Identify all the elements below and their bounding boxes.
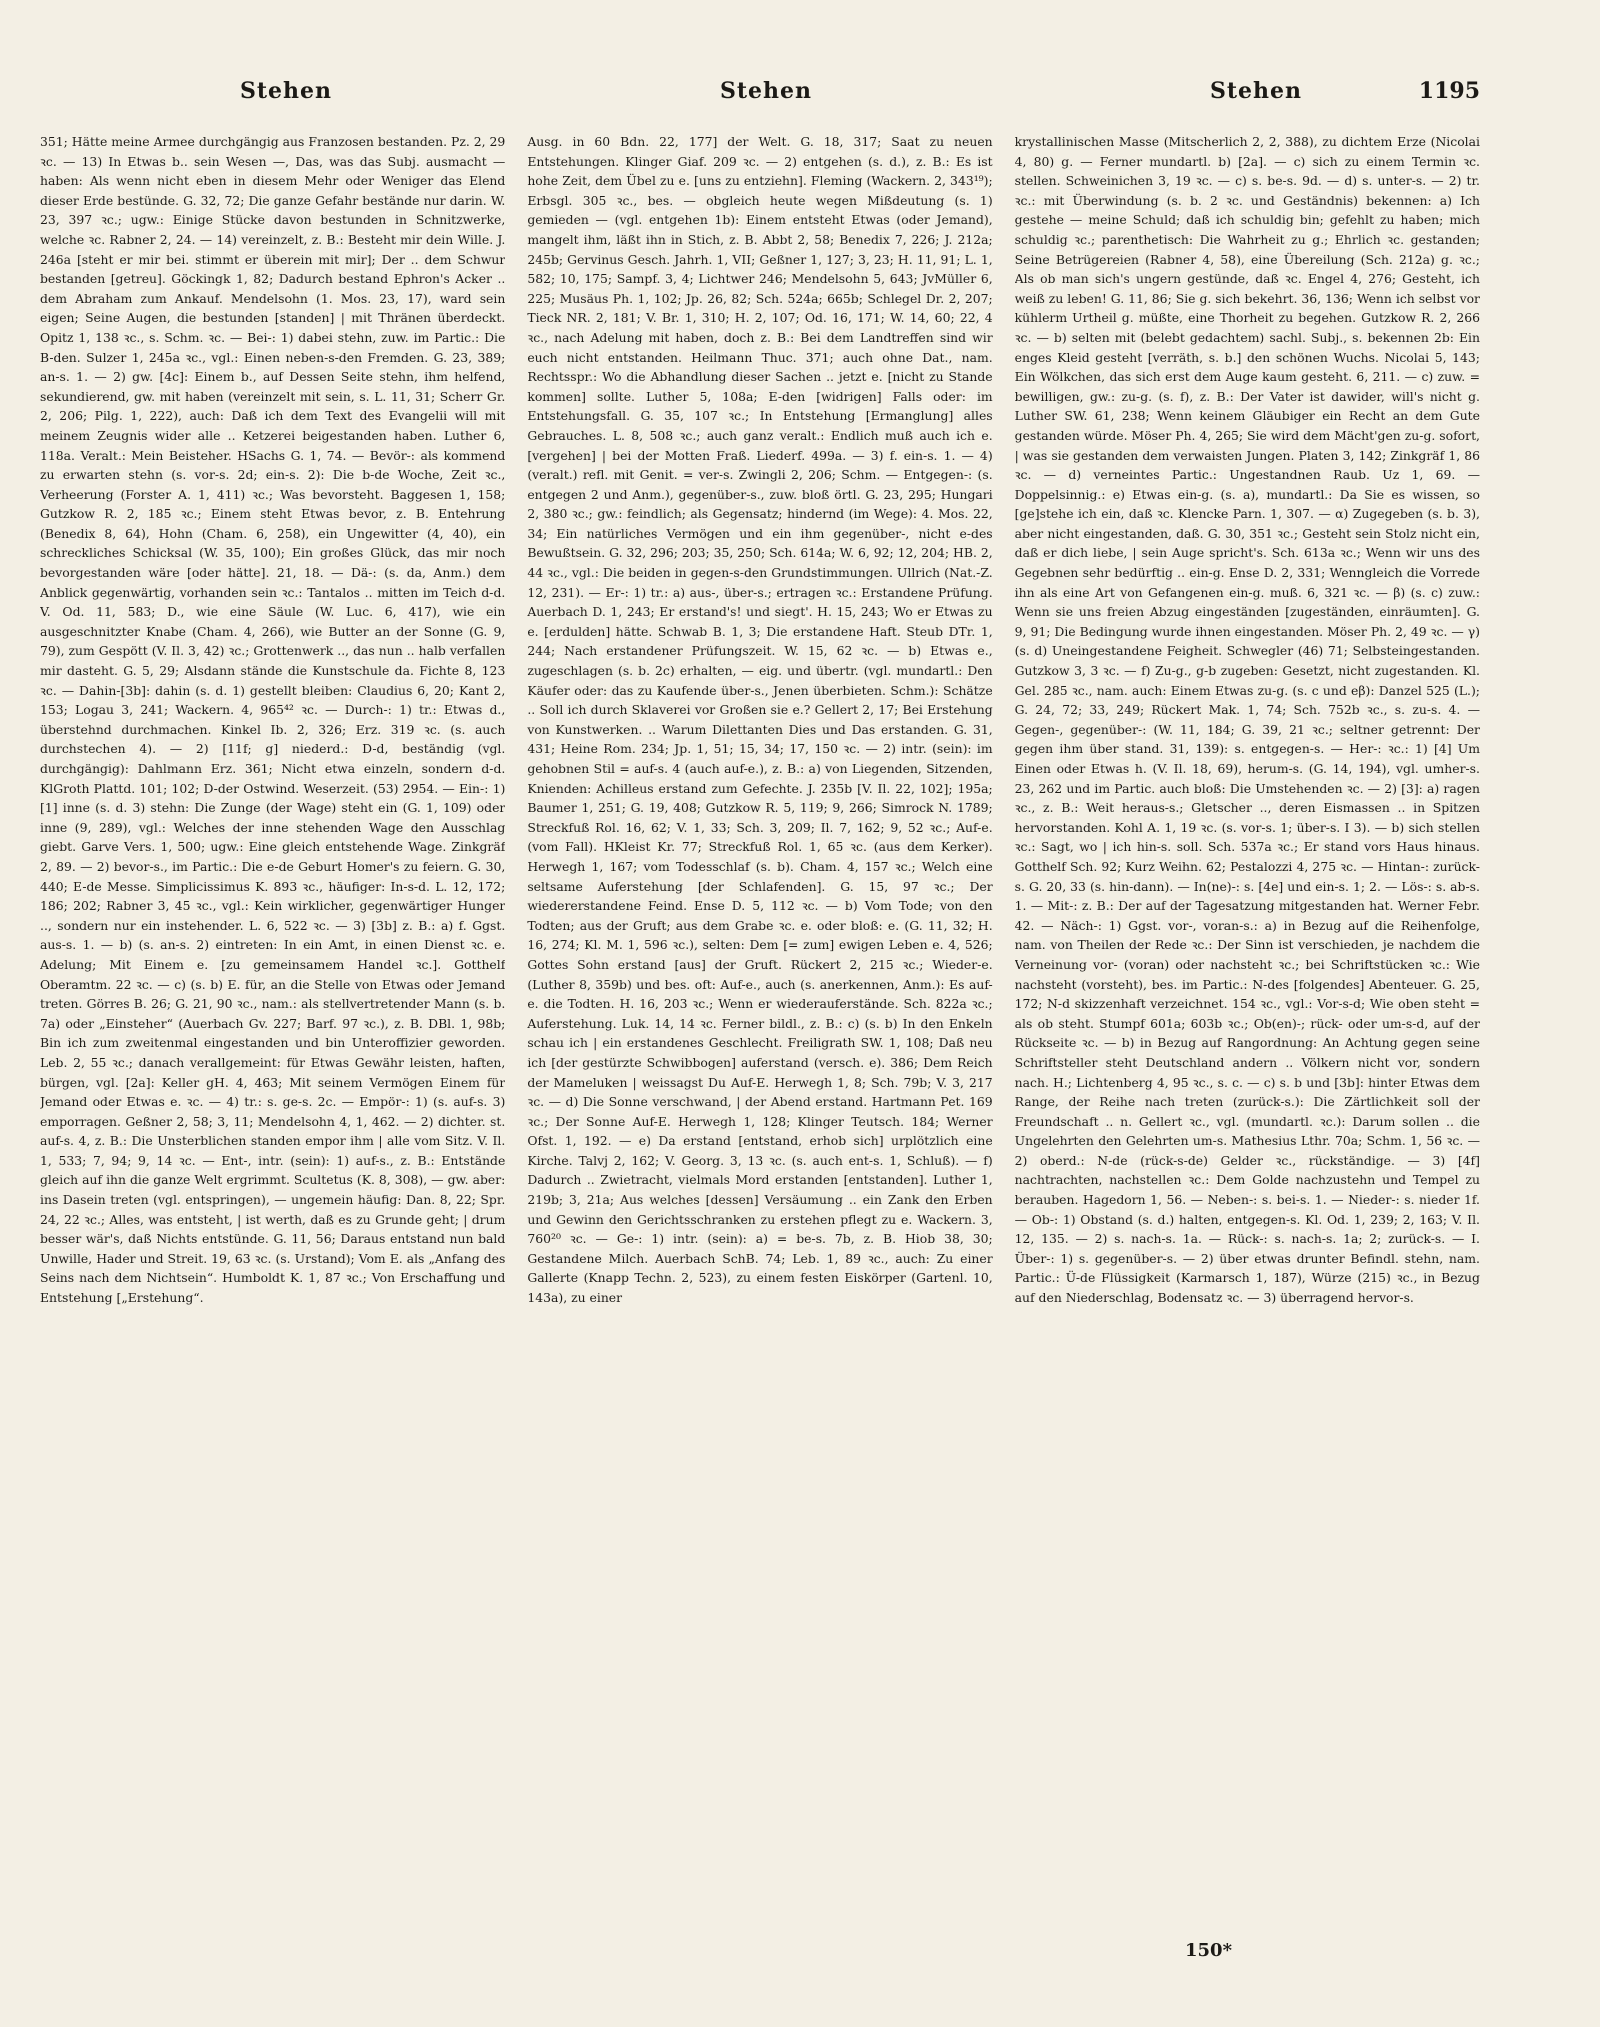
page-number: 1195: [1418, 78, 1480, 104]
dictionary-page: [40, 60, 1480, 2000]
column-middle-text: Ausg. in 60 Bdn. 22, 177] der Welt. G. 18, 317; Saat zu neuen Entstehungen. Klinger Giaf. 209 ꝛc. — 2) entgehen (s. d.), z. B.: Es ist hohe Zeit, dem Übel zu e. [uns zu entziehn]. Fleming (Wackern. 2, 343¹⁹); Erbsgl. 305 ꝛc., bes. — obgleich heute wegen Mißdeutung (s. 1) gemieden — (vgl. entgehen 1b): Einem entsteht Etwas (oder Jemand), mangelt ihm, läßt ihn in Stich, z. B. Abbt 2, 58; Benedix 7, 226; J. 212a; 245b; Gervinus Gesch. Jahrh. 1, VII; Geßner 1, 127; 3, 23; H. 11, 91; L. 1, 582; 10, 175; Sampf. 3, 4; Lichtwer 246; Mendelsohn 5, 643; JvMüller 6, 225; Musäus Ph. 1, 102; Jp. 26, 82; Sch. 524a; 665b; Schlegel Dr. 2, 207; Tieck NR. 2, 181; V. Br. 1, 310; H. 2, 107; Od. 16, 171; W. 14, 60; 22, 4 ꝛc., nach Adelung mit haben, doch z. B.: Bei dem Landtreffen sind wir euch nicht entstanden. Heilmann Thuc. 371; auch ohne Dat., nam. Rechtsspr.: Wo die Abhandlung dieser Sachen .. jetzt e. [nicht zu Stande kommen] sollte. Luther 5, 108a; E-den [widrigen] Falls oder: im Entstehungsfall. G. 35, 107 ꝛc.; In Entstehung [Ermanglung] alles Gebrauches. L. 8, 508 ꝛc.; auch ganz veralt.: Endlich muß auch ich e. [vergehen] | bei der Motten Fraß. Liederf. 499a. — 3) f. ein-s. 1. — 4) (veralt.) refl. mit Genit. = ver-s. Zwingli 2, 206; Schm. — Entgegen-: (s. entgegen 2 und Anm.), gegenüber-s., zuw. bloß örtl. G. 23, 295; Hungari 2, 380 ꝛc.; gw.: feindlich; als Gegensatz; hindernd (im Wege): 4. Mos. 22, 34; Ein natürliches Vermögen und ein ihm gegenüber-, nicht e-des Bewußtsein. G. 32, 296; 203; 35, 250; Sch. 614a; W. 6, 92; 12, 204; HB. 2, 44 ꝛc., vgl.: Die beiden in gegen-s-den Grundstimmungen. Ullrich (Nat.-Z. 12, 231). — Er-: 1) tr.: a) aus-, über-s.; ertragen ꝛc.: Erstandene Prüfung. Auerbach D. 1, 243; Er erstand's! und siegt'. H. 15, 243; Wo er Etwas zu e. [erdulden] hätte. Schwab B. 1, 3; Die erstandene Haft. Steub DTr. 1, 244; Nach erstandener Prüfungszeit. W. 15, 62 ꝛc. — b) Etwas e., zugeschlagen (s. b. 2c) erhalten, — eig. und übertr. (vgl. mundartl.: Den Käufer oder: das zu Kaufende über-s., Jenen überbieten. Schm.): Schätze .. Soll ich durch Sklaverei vor Großen sie e.? Gellert 2, 17; Bei Erstehung von Kunstwerken. .. Warum Dilettanten Dies und Das erstanden. G. 31, 431; Heine Rom. 234; Jp. 1, 51; 15, 34; 17, 150 ꝛc. — 2) intr. (sein): im gehobnen Stil = auf-s. 4 (auch auf-e.), z. B.: a) von Liegenden, Sitzenden, Knienden: Achilleus erstand zum Gefechte. J. 235b [V. Il. 22, 102]; 195a; Baumer 1, 251; G. 19, 408; Gutzkow R. 5, 119; 9, 266; Simrock N. 1789; Streckfuß Rol. 16, 62; V. 1, 33; Sch. 3, 209; Il. 7, 162; 9, 52 ꝛc.; Auf-e. (vom Fall). HKleist Kr. 77; Streckfuß Rol. 1, 65 ꝛc. (aus dem Kerker). Herwegh 1, 167; vom Todesschlaf (s. b). Cham. 4, 157 ꝛc.; Welch eine seltsame Auferstehung [der Schlafenden]. G. 15, 97 ꝛc.; Der wiedererstandene Feind. Ense D. 5, 112 ꝛc. — b) Vom Tode; von den Todten; aus der Gruft; aus dem Grabe ꝛc. e. oder bloß: e. (G. 11, 32; H. 16, 274; Kl. M. 1, 596 ꝛc.), selten: Dem [= zum] ewigen Leben e. 4, 526; Gottes Sohn erstand [aus] der Gruft. Rückert 2, 215 ꝛc.; Wieder-e. (Luther 8, 359b) und bes. oft: Auf-e., auch (s. anerkennen, Anm.): Es auf-e. die Todten. H. 16, 203 ꝛc.; Wenn er wiederauferstände. Sch. 822a ꝛc.; Auferstehung. Luk. 14, 14 ꝛc. Ferner bildl., z. B.: c) (s. b) In den Enkeln schau ich | ein erstandenes Geschlecht. Freiligrath SW. 1, 108; Daß neu ich [der gestürzte Schwibbogen] auferstand (versch. e). 386; Dem Reich der Mameluken | weissagst Du Auf-E. Herwegh 1, 8; Sch. 79b; V. 3, 217 ꝛc. — d) Die Sonne verschwand, | der Abend erstand. Hartmann Pet. 169 ꝛc.; Der Sonne Auf-E. Herwegh 1, 128; Klinger Teutsch. 184; Werner Ofst. 1, 192. — e) Da erstand [entstand, erhob sich] urplötzlich eine Kirche. Talvj 2, 162; V. Georg. 3, 13 ꝛc. (s. auch ent-s. 1, Schluß). — f) Dadurch .. Zwietracht, vielmals Mord erstanden [entstanden]. Luther 1, 219b; 3, 21a; Aus welches [dessen] Versäumung .. ein Zank den Erben und Gewinn den Gerichtsschranken zu erstehen pflegt zu e. Wackern. 3, 760²⁰ ꝛc. — Ge-: 1) intr. (sein): a) = be-s. 7b, z. B. Hiob 38, 30; Gestandene Milch. Auerbach SchB. 74; Leb. 1, 89 ꝛc., auch: Zu einer Gallerte (Knapp Techn. 2, 523), zu einem festen Eiskörper (Gartenl. 10, 143a), zu einer: [527, 134, 993, 1306]
signature-mark: 150*: [1185, 1940, 1232, 1961]
running-head-left: Stehen: [240, 78, 333, 104]
column-right-text: krystallinischen Masse (Mitscherlich 2, 2, 388), zu dichtem Erze (Nicolai 4, 80) g. — Ferner mundartl. b) [2a]. — c) sich zu einem Termin ꝛc. stellen. Schweinichen 3, 19 ꝛc. — c) s. be-s. 9d. — d) s. unter-s. — 2) tr. ꝛc.: mit Überwindung (s. b. 2 ꝛc. und Geständnis) bekennen: a) Ich gestehe — meine Schuld; daß ich schuldig bin; gefehlt zu haben; mich schuldig ꝛc.; parenthetisch: Die Wahrheit zu g.; Ehrlich ꝛc. gestanden; Seine Betrügereien (Rabner 4, 58), eine Übereilung (Sch. 212a) g. ꝛc.; Als ob man sich's ungern gestünde, daß ꝛc. Engel 4, 276; Gesteht, ich weiß zu leben! G. 11, 86; Sie g. sich bekehrt. 36, 136; Wenn ich selbst vor kühlerm Urtheil g. müßte, eine Thorheit zu begehen. Gutzkow R. 2, 266 ꝛc. — b) selten mit (belebt gedachtem) sachl. Subj., s. bekennen 2b: Ein enges Kleid gesteht [verräth, s. b.] den schönen Wuchs. Nicolai 5, 143; Ein Wölkchen, das sich erst dem Auge kaum gesteht. 6, 211. — c) zuw. = bewilligen, gw.: zu-g. (s. f), z. B.: Der Vater ist dawider, will's nicht g. Luther SW. 61, 238; Wenn keinem Gläubiger ein Recht an dem Gute gestanden würde. Möser Ph. 4, 265; Sie wird dem Mächt'gen zu-g. sofort, | was sie gestanden dem verwaisten Jungen. Platen 3, 142; Zinkgräf 1, 86 ꝛc. — d) verneintes Partic.: Ungestandnen Raub. Uz 1, 69. — Doppelsinnig.: e) Etwas ein-g. (s. a), mundartl.: Da Sie es wissen, so [ge]stehe ich ein, daß ꝛc. Klencke Parn. 1, 307. — α) Zugegeben (s. b. 3), aber nicht eingestanden, daß. G. 30, 351 ꝛc.; Gesteht sein Stolz nicht ein, daß er dich liebe, | sein Auge spricht's. Sch. 613a ꝛc.; Wenn wir uns des Gegebnen sehr bedürftig .. ein-g. Ense D. 2, 331; Wenngleich die Vorrede ihn als eine Art von Gefangenen ein-g. muß. 6, 321 ꝛc. — β) (s. c) zuw.: Wenn sie uns freien Abzug eingeständen [zugeständen, einräumten]. G. 9, 91; Die Bedingung wurde ihnen eingestanden. Möser Ph. 2, 49 ꝛc. — γ) (s. d) Uneingestandene Feigheit. Schwegler (46) 71; Selbsteingestanden. Gutzkow 3, 3 ꝛc. — f) Zu-g., g-b zugeben: Gesetzt, nicht zugestanden. Kl. Gel. 285 ꝛc., nam. auch: Einem Etwas zu-g. (s. c und eβ): Danzel 525 (L.); G. 24, 72; 33, 249; Rückert Mak. 1, 74; Sch. 752b ꝛc., s. zu-s. 4. — Gegen-, gegenüber-: (W. 11, 184; G. 39, 21 ꝛc.; seltner getrennt: Der gegen ihm über stand. 31, 139): s. entgegen-s. — Her-: ꝛc.: 1) [4] Um Einen oder Etwas h. (V. Il. 18, 69), herum-s. (G. 14, 194), vgl. umher-s. 23, 262 und im Partic. auch bloß: Die Umstehenden ꝛc. — 2) [3]: a) ragen ꝛc., z. B.: Weit heraus-s.; Gletscher .., deren Eismassen .. in Spitzen hervorstanden. Kohl A. 1, 19 ꝛc. (s. vor-s. 1; über-s. I 3). — b) sich stellen ꝛc.: Sagt, wo | ich hin-s. soll. Sch. 537a ꝛc.; Er stand vors Haus hinaus. Gotthelf Sch. 92; Kurz Weihn. 62; Pestalozzi 4, 275 ꝛc. — Hintan-: zurück-s. G. 20, 33 (s. hin-dann). — In(ne)-: s. [4e] und ein-s. 1; 2. — Lös-: s. ab-s. 1. — Mit-: z. B.: Der auf der Tagesatzung mitgestanden hat. Werner Febr. 42. — Näch-: 1) Ggst. vor-, voran-s.: a) in Bezug auf die Reihenfolge, nam. von Theilen der Rede ꝛc.: Der Sinn ist verschieden, je nachdem die Verneinung vor- (voran) oder nachsteht ꝛc.; bei Schriftstücken ꝛc.: Wie nachsteht (vorsteht), bes. im Partic.: N-des [folgendes] Abenteuer. G. 25, 172; N-d skizzenhaft verzeichnet. 154 ꝛc., vgl.: Vor-s-d; Wie oben steht = als ob steht. Stumpf 601a; 603b ꝛc.; Ob(en)-; rück- oder um-s-d, auf der Rückseite ꝛc. — b) in Bezug auf Rangordnung: An Achtung gegen seine Schriftsteller steht Deutschland andern .. Völkern nicht vor, sondern nach. H.; Lichtenberg 4, 95 ꝛc., s. c. — c) s. b und [3b]: hinter Etwas dem Range, der Reihe nach treten (zurück-s.): Die Zärtlichkeit soll der Freundschaft .. n. Gellert ꝛc., vgl. (mundartl. ꝛc.): Darum sollen .. die Ungelehrten den Gelehrten um-s. Mathesius Lthr. 70a; Schm. 1, 56 ꝛc. — 2) oberd.: N-de (rück-s-de) Gelder ꝛc., rückständige. — 3) [4f] nachtrachten, nachstellen ꝛc.: Dem Golde nachzustehn und Tempel zu berauben. Hagedorn 1, 56. — Neben-: s. bei-s. 1. — Nieder-: s. nieder 1f. — Ob-: 1) Obstand (s. d.) halten, entgegen-s. Kl. Od. 1, 239; 2, 163; V. Il. 12, 135. — 2) s. nach-s. 1a. — Rück-: s. nach-s. 1a; 2; zurück-s. — I. Über-: 1) s. gegenüber-s. — 2) über etwas drunter Befindl. stehn, nam. Partic.: Ü-de Flüssigkeit (Karmarsch 1, 187), Würze (215) ꝛc., in Bezug auf den Niederschlag, Bodensatz ꝛc. — 3) überragend hervor-s.: [1014, 134, 1480, 1306]
column-middle: [527, 132, 992, 1932]
page-header: [40, 78, 1480, 118]
column-right: [1015, 132, 1480, 1932]
running-head-center: Stehen: [720, 78, 813, 104]
text-columns: [40, 132, 1480, 1932]
column-left: [40, 132, 505, 1932]
running-head-right: Stehen: [1210, 78, 1303, 104]
column-left-text: 351; Hätte meine Armee durchgängig aus Franzosen bestanden. Pz. 2, 29 ꝛc. — 13) In Etwas b.. sein Wesen —, Das, was das Subj. ausmacht — haben: Als wenn nicht eben in diesem Mehr oder Weniger das Elend dieser Erde bestünde. G. 32, 72; Die ganze Gefahr bestände nur darin. W. 23, 397 ꝛc.; ugw.: Einige Stücke davon bestunden in Schnitzwerke, welche ꝛc. Rabner 2, 24. — 14) vereinzelt, z. B.: Besteht mir dein Wille. J. 246a [steht er mir bei. stimmt er überein mit mir]; Der .. dem Schwur bestanden [getreu]. Göckingk 1, 82; Dadurch bestand Ephron's Acker .. dem Abraham zum Ankauf. Mendelsohn (1. Mos. 23, 17), ward sein eigen; Seine Augen, die bestunden [standen] | mit Thränen überdeckt. Opitz 1, 138 ꝛc., s. Schm. ꝛc. — Bei-: 1) dabei stehn, zuw. im Partic.: Die B-den. Sulzer 1, 245a ꝛc., vgl.: Einen neben-s-den Fremden. G. 23, 389; an-s. 1. — 2) gw. [4c]: Einem b., auf Dessen Seite stehn, ihm helfend, sekundierend, gw. mit haben (vereinzelt mit sein, s. L. 11, 31; Scherr Gr. 2, 206; Pilg. 1, 222), auch: Daß ich dem Text des Evangelii will mit meinem Zeugnis wider alle .. Ketzerei beigestanden haben. Luther 6, 118a. Veralt.: Mein Beisteher. HSachs G. 1, 74. — Bevör-: als kommend zu erwarten stehn (s. vor-s. 2d; ein-s. 2): Die b-de Woche, Zeit ꝛc., Verheerung (Forster A. 1, 411) ꝛc.; Was bevorsteht. Baggesen 1, 158; Gutzkow R. 2, 185 ꝛc.; Einem steht Etwas bevor, z. B. Entehrung (Benedix 8, 64), Hohn (Cham. 6, 258), ein Ungewitter (4, 40), ein schreckliches Schicksal (W. 35, 100); Ein großes Glück, das mir noch bevorgestanden wäre [oder hätte]. 21, 18. — Dä-: (s. da, Anm.) dem Anblick gegenwärtig, vorhanden sein ꝛc.: Tantalos .. mitten im Teich d-d. V. Od. 11, 583; D., wie eine Säule (W. Luc. 6, 417), wie ein ausgeschnitzter Knabe (Cham. 4, 266), wie Butter an der Sonne (G. 9, 79), zum Gespött (V. Il. 3, 42) ꝛc.; Grottenwerk .., das nun .. halb verfallen mir dasteht. G. 5, 29; Alsdann stände die Kunstschule da. Fichte 8, 123 ꝛc. — Dahin-[3b]: dahin (s. d. 1) gestellt bleiben: Claudius 6, 20; Kant 2, 153; Logau 3, 241; Wackern. 4, 965⁴² ꝛc. — Durch-: 1) tr.: Etwas d., überstehnd durchmachen. Kinkel Ib. 2, 326; Erz. 319 ꝛc. (s. auch durchstechen 4). — 2) [11f; g] niederd.: D-d, beständig (vgl. durchgängig): Dahlmann Erz. 361; Nicht etwa einzeln, sondern d-d. KlGroth Plattd. 101; 102; D-der Ostwind. Weserzeit. (53) 2954. — Ein-: 1) [1] inne (s. d. 3) stehn: Die Zunge (der Wage) steht ein (G. 1, 109) oder inne (9, 289), vgl.: Welches der inne stehenden Wage den Ausschlag giebt. Garve Vers. 1, 500; ugw.: Eine gleich entstehende Wage. Zinkgräf 2, 89. — 2) bevor-s., im Partic.: Die e-de Geburt Homer's zu feiern. G. 30, 440; E-de Messe. Simplicissimus K. 893 ꝛc., häufiger: In-s-d. L. 12, 172; 186; 202; Rabner 3, 45 ꝛc., vgl.: Kein wirklicher, gegenwärtiger Hunger .., sondern nur ein instehender. L. 6, 522 ꝛc. — 3) [3b] z. B.: a) f. Ggst. aus-s. 1. — b) (s. an-s. 2) eintreten: In ein Amt, in einen Dienst ꝛc. e. Adelung; Mit Einem e. [zu gemeinsamem Handel ꝛc.]. Gotthelf Oberamtm. 22 ꝛc. — c) (s. b) E. für, an die Stelle von Etwas oder Jemand treten. Görres B. 26; G. 21, 90 ꝛc., nam.: als stellvertretender Mann (s. b. 7a) oder „Einsteher“ (Auerbach Gv. 227; Barf. 97 ꝛc.), z. B. DBl. 1, 98b; Bin ich zum zweitenmal eingestanden und bin Unteroffizier geworden. Leb. 2, 55 ꝛc.; danach verallgemeint: für Etwas Gewähr leisten, haften, bürgen, vgl. [2a]: Keller gH. 4, 463; Mit seinem Vermögen Einem für Jemand oder Etwas e. ꝛc. — 4) tr.: s. ge-s. 2c. — Empör-: 1) (s. auf-s. 3) emporragen. Geßner 2, 58; 3, 11; Mendelsohn 4, 1, 462. — 2) dichter. st. auf-s. 4, z. B.: Die Unsterblichen standen empor ihm | alle vom Sitz. V. Il. 1, 533; 7, 94; 9, 14 ꝛc. — Ent-, intr. (sein): 1) auf-s., z. B.: Entstände gleich auf ihn die ganze Welt ergrimmt. Scultetus (K. 8, 308), — gw. aber: ins Dasein treten (vgl. entspringen), — ungemein häufig: Dan. 8, 22; Spr. 24, 22 ꝛc.; Alles, was entsteht, | ist werth, daß es zu Grunde geht; | drum besser wär's, daß Nichts entstünde. G. 11, 56; Daraus entstand nun bald Unwille, Hader und Streit. 19, 63 ꝛc. (s. Urstand); Vom E. als „Anfang des Seins nach dem Nichtsein“. Humboldt K. 1, 87 ꝛc.; Von Erschaffung und Entstehung [„Erstehung“.: [40, 134, 506, 1306]
